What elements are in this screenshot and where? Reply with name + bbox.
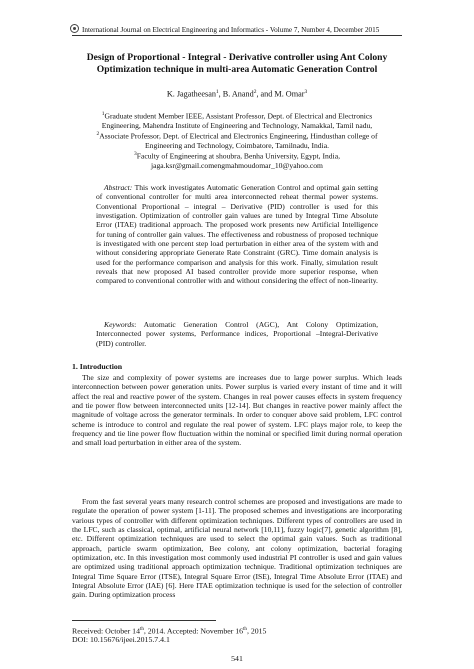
author-separator: , and bbox=[256, 89, 275, 99]
affiliations bbox=[72, 110, 402, 170]
keywords bbox=[96, 320, 378, 348]
journal-title: International Journal on Electrical Engineering and Informatics - Volume 7, Number 4, December 2015 bbox=[82, 26, 380, 34]
affiliation-line: Engineering and Technology, Coimbatore, Tamilnadu, India. bbox=[145, 140, 329, 150]
received-accepted-dates bbox=[72, 625, 266, 636]
accepted-year-text: , 2015 bbox=[246, 626, 267, 636]
author-name: K. Jagatheesan bbox=[166, 89, 216, 99]
header-divider bbox=[72, 35, 402, 36]
author-separator: , bbox=[218, 89, 223, 99]
author-list bbox=[72, 87, 402, 100]
title-line-1: Design of Proportional - Integral - Derivative controller using Ant Colony bbox=[86, 52, 388, 63]
received-date-text: Received: October 14 bbox=[72, 626, 140, 636]
keywords-text: : Automatic Generation Control (AGC), Ant Colony Optimization, Interconnected power systems, Performance indices, Proportional –Integral-Derivative (PID) controller. bbox=[96, 320, 378, 348]
author-affiliation-mark: 3 bbox=[304, 89, 308, 95]
author-affiliation-mark: 1 bbox=[215, 89, 219, 95]
affiliation-text: Associate Professor, Dept. of Electrical and Electronics Engineering, Hindusthan college of bbox=[99, 131, 378, 141]
body-paragraph: From the fast several years many research control schemes are proposed and investigations are made to regulate the operation of power system [1-11]. The proposed schemes and investigations are incorporating various types of controller with different optimization techniques. Different types of controllers are used in the LFC, such as classical, optimal, artificial neural network [10,11], fuzzy logic[7], genetic algorithm [8], etc. Different optimization techniques are used to select the optimal gain values. Such as traditional approach, particle swarm optimization, Bee colony, ant colony optimization, bacterial foraging optimization, etc. In this investigation most commonly used industrial PI controller is used and gain values are optimized using traditional approach optimization technique. Traditional optimization techniques are Integral Time Square Error (ITSE), Integral Square Error (ISE), Integral Time Absolute Error (ITAE) and Integral Absolute Error (IAE) [6]. Here ITAE optimization technique is used for the selection of controller gain. During optimization process bbox=[72, 497, 402, 600]
page-number: 541 bbox=[231, 654, 243, 663]
affiliation-line: Engineering, Mahendra Institute of Engineering and Technology, Namakkal, Tamil nadu, bbox=[101, 120, 373, 130]
date-ordinal: th bbox=[243, 627, 247, 632]
accepted-date-text: , 2014. Accepted: November 16 bbox=[143, 626, 244, 636]
affiliation-text: Graduate student Member IEEE, Assistant Professor, Dept. of Electrical and Electronics bbox=[104, 111, 373, 121]
footnote-divider bbox=[72, 620, 216, 621]
author-name: M. Omar bbox=[274, 89, 305, 99]
author-email: jaga.ksr@gmail.comengmahmoudomar_10@yahoo.com bbox=[151, 161, 323, 171]
title-line-2: Optimization technique in multi-area Automatic Generation Control bbox=[96, 64, 378, 75]
affiliation-mark: 1 bbox=[101, 111, 105, 117]
author-affiliation-mark: 2 bbox=[253, 89, 257, 95]
author-name: B. Anand bbox=[222, 89, 254, 99]
affiliation-mark: 2 bbox=[96, 131, 100, 138]
date-ordinal: th bbox=[139, 627, 144, 632]
abstract-label: Abstract: bbox=[104, 183, 133, 192]
affiliation-text: Faculty of Engineering at shoubra, Benha University, Egypt, India, bbox=[136, 151, 340, 161]
journal-header bbox=[70, 24, 430, 35]
body-paragraph: The size and complexity of power systems are increases due to large power surplus. Which leads interconnection between power generation units. Power surplus is varied every instant of time and it will affect the real and reactive power of the system. Changes in real power causes effects in system frequency and tie power flow between interconnected units [12-14]. But changes in reactive power mainly affect the magnitude of voltage across the generator terminals. In order to conquer above said problem, LFC control scheme is introduce to control and regulate the real power of system. LFC plays major role, to keep the frequency and tie line power flow fluctuation within the nominal or specified limit during normal operation and small load perturbation in either area of the system. bbox=[72, 373, 402, 448]
affiliation-line bbox=[72, 150, 402, 161]
journal-logo-icon bbox=[70, 24, 79, 33]
abstract bbox=[96, 183, 378, 286]
section-heading-introduction: 1. Introduction bbox=[72, 362, 123, 371]
keywords-label: Keywords bbox=[104, 320, 135, 329]
affiliation-mark: 3 bbox=[134, 151, 137, 158]
affiliation-line bbox=[72, 110, 402, 121]
affiliation-line bbox=[72, 130, 402, 141]
paper-title bbox=[72, 52, 402, 76]
abstract-text: This work investigates Automatic Generation Control and optimal gain setting of conventional controller for multi area interconnected reheat thermal power systems. Conventional Proportional – integral – Derivative (PID) controller is used for this investigation. Optimization of controller gain values are tuned by Integral Time Absolute Error (ITAE) traditional approach. The proposed work presents new Artificial Intelligence for tuning of controller gain values. The effectiveness and robustness of proposed technique is investigated with one percent step load perturbation in either area of the system with and without considering appropriate Generate Rate Constraint (GRC). Time domain analysis is used for the performance comparison and analysis for this work. Finally, simulation result reveals that new proposed AI based controller provide more superior response, when compared to conventional controller with and without considering the effect of non-linearity. bbox=[96, 183, 378, 286]
doi: DOI: 10.15676/ijeei.2015.7.4.1 bbox=[72, 635, 170, 644]
